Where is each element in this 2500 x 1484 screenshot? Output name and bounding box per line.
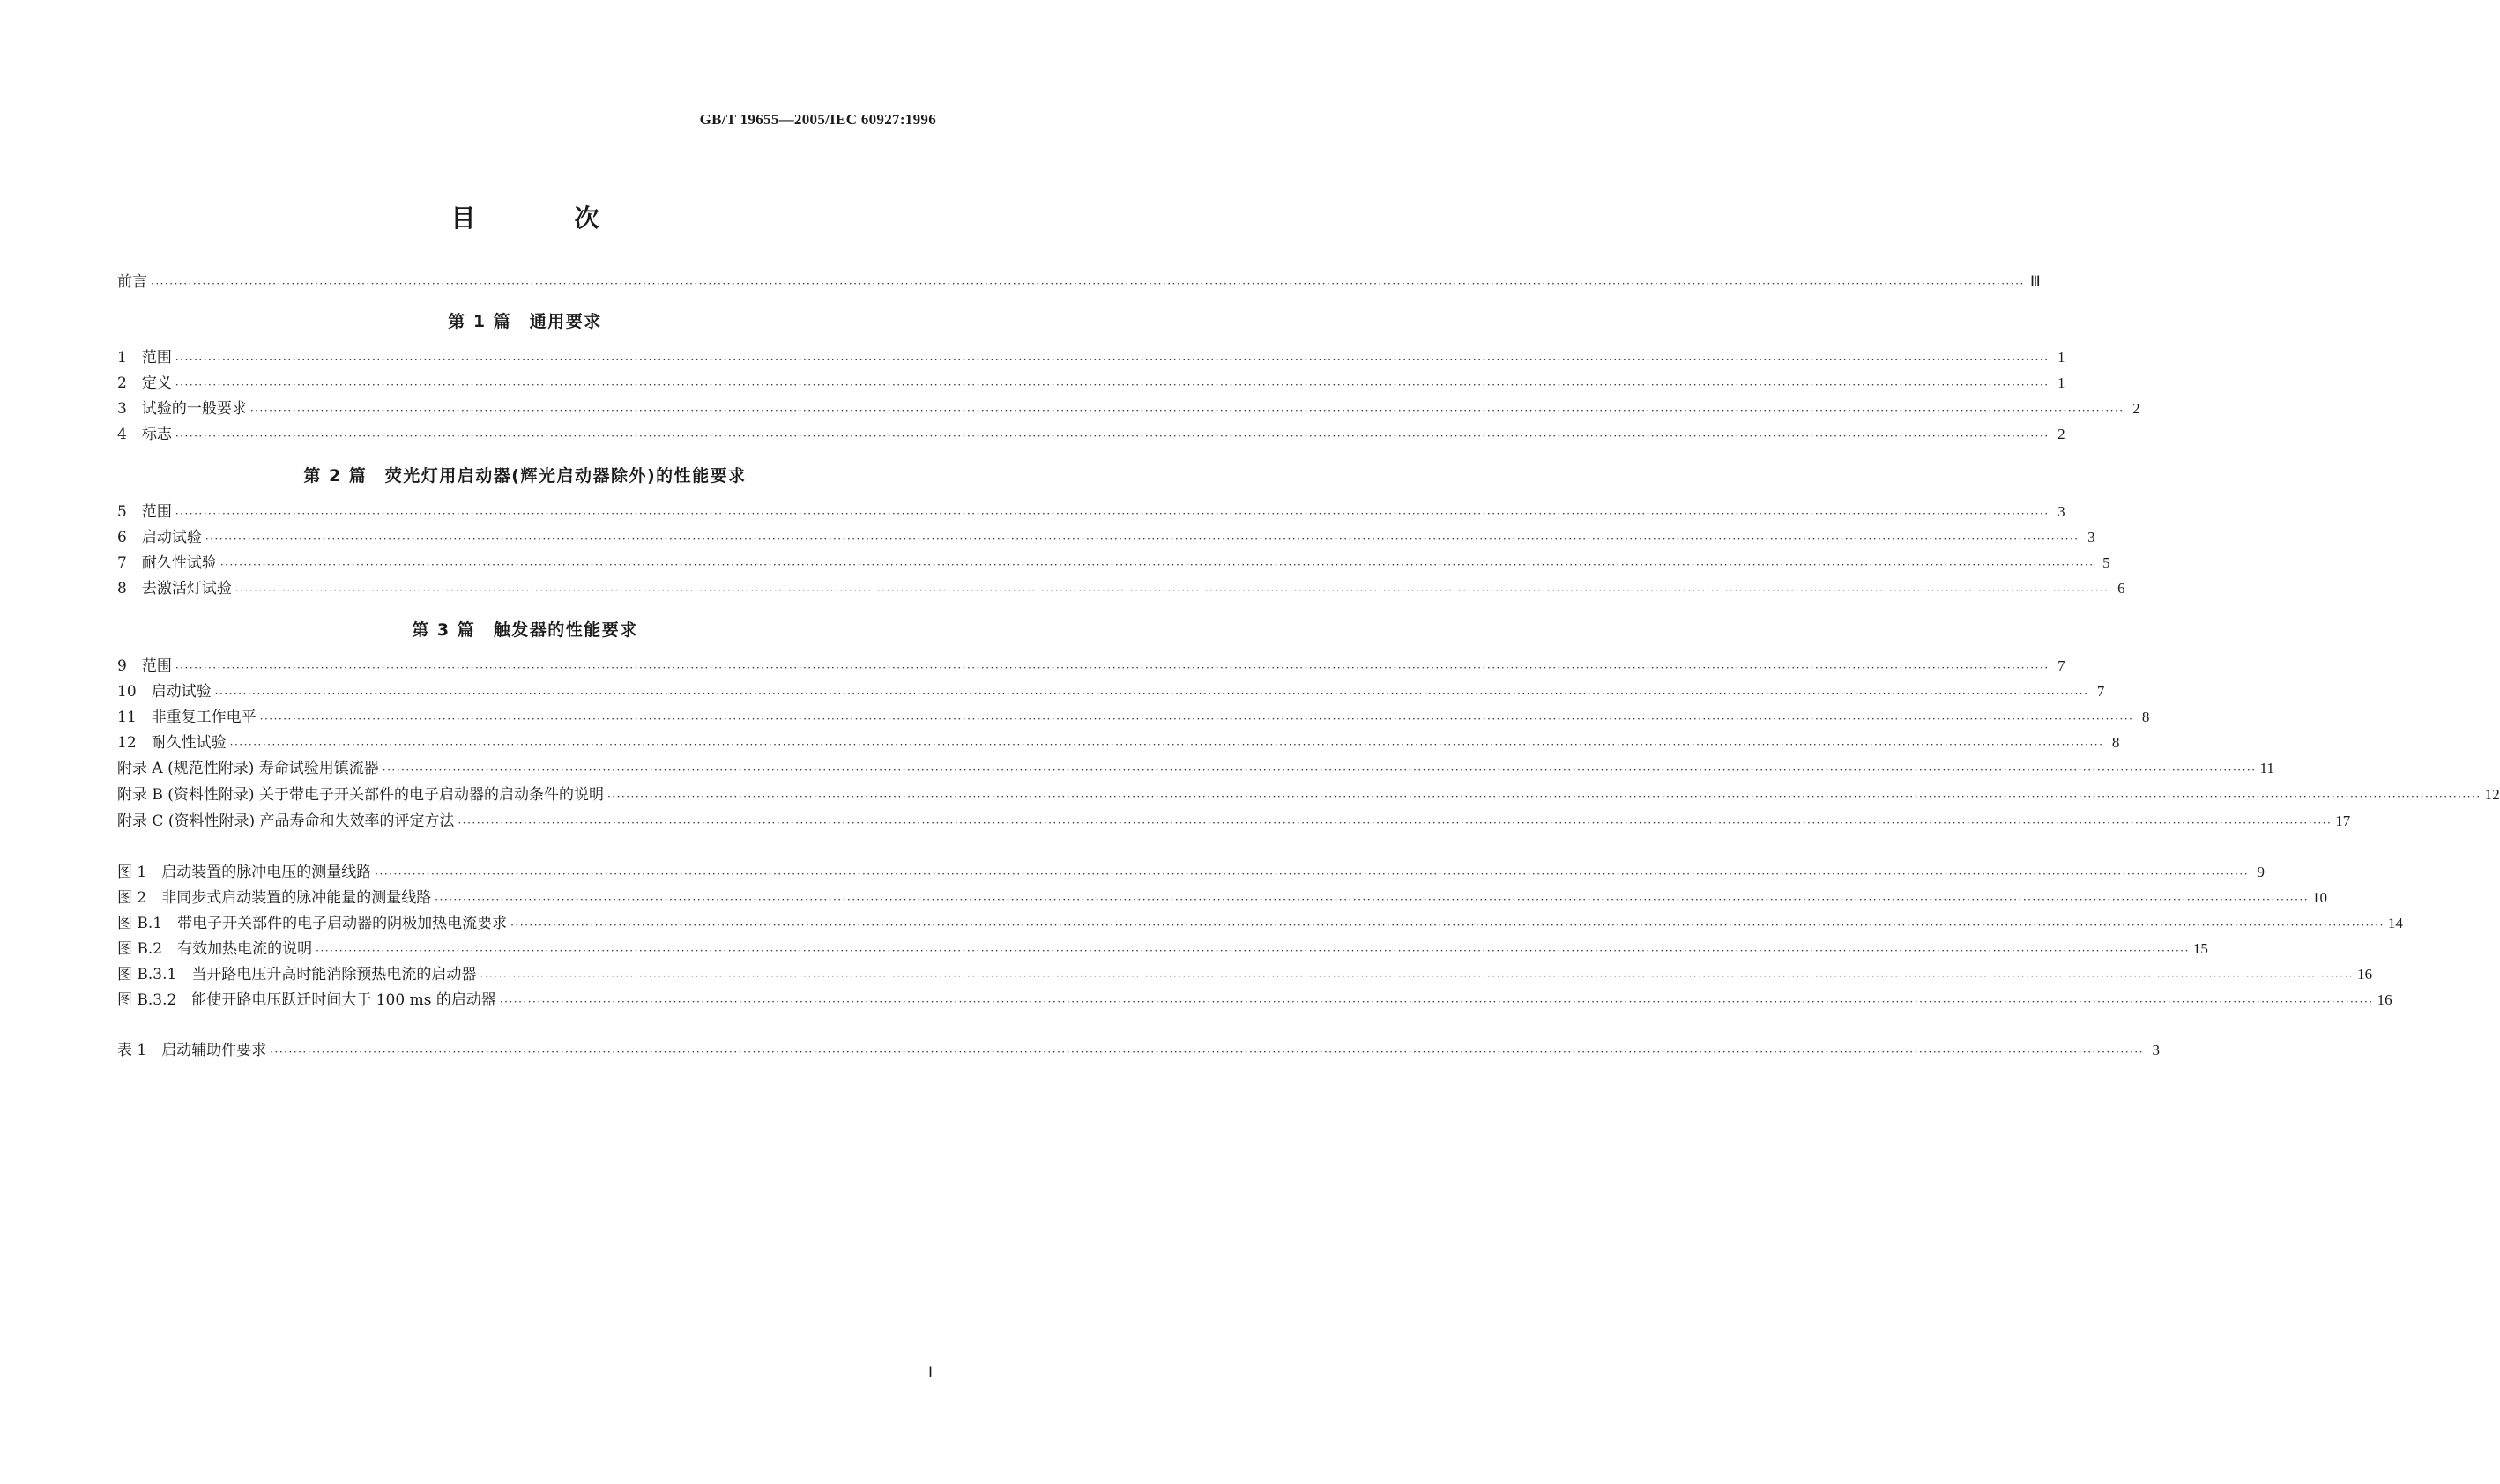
dot-leader: ················································································································································································································································································································································································································ xyxy=(606,790,2481,803)
toc-entry[interactable] xyxy=(117,553,2110,574)
dot-leader: ················································································································································································································································································································································································································ xyxy=(219,559,2094,571)
standard-code: GB/T 19655—2005/IEC 60927:1996 xyxy=(699,111,936,128)
dot-leader: ················································································································································································································································································································································································································ xyxy=(259,713,2134,725)
toc-entry-page: 9 xyxy=(2257,864,2266,880)
toc-entry-page: 14 xyxy=(2387,915,2403,931)
toc-entry-label: 图 B.1 带电子开关部件的电子启动器的阴极加热电流要求 xyxy=(117,915,508,932)
document-title: 目 次 xyxy=(450,204,636,233)
toc-entry-page: 6 xyxy=(2117,580,2125,597)
toc-entry-page: 7 xyxy=(2057,657,2065,674)
toc-entry-label: 附录 B (资料性附录) 关于带电子开关部件的电子启动器的启动条件的说明 xyxy=(117,786,604,804)
dot-leader: ················································································································································································································································································································································································································ xyxy=(151,278,2025,290)
toc-entry-page: 15 xyxy=(2192,940,2208,957)
toc-entry[interactable] xyxy=(117,681,2105,702)
dot-leader: ················································································································································································································································································································································································································ xyxy=(382,764,2257,776)
dot-leader: ················································································································································································································································································································································································································ xyxy=(510,919,2385,931)
dot-leader: ················································································································································································································································································································································································································ xyxy=(175,430,2050,442)
toc-entry-page: 17 xyxy=(2335,812,2351,829)
toc-table-entry[interactable] xyxy=(117,1040,2161,1061)
toc-entry[interactable] xyxy=(117,578,2125,599)
toc-entry-label: 5 范围 xyxy=(117,503,172,521)
dot-leader: ················································································································································································································································································································································································································ xyxy=(234,584,2109,597)
toc-annex-entry[interactable] xyxy=(117,784,2500,805)
toc-entry-label: 12 耐久性试验 xyxy=(117,734,227,752)
toc-entry[interactable] xyxy=(117,347,2065,368)
toc-entry-label: 附录 C (资料性附录) 产品寿命和失效率的评定方法 xyxy=(117,812,455,830)
toc-entry-foreword[interactable] xyxy=(117,271,2041,293)
dot-leader: ················································································································································································································································································································································································································ xyxy=(435,894,2310,906)
toc-entry-page: 16 xyxy=(2357,966,2373,983)
toc-figure-entry[interactable] xyxy=(117,862,2266,883)
toc-entry-label: 10 启动试验 xyxy=(117,683,212,701)
page-number: Ⅰ xyxy=(927,1364,933,1381)
toc-entry[interactable] xyxy=(117,501,2065,523)
toc-figure-entry[interactable] xyxy=(117,913,2403,934)
toc-entry-page: 8 xyxy=(2141,709,2150,725)
toc-entry-label: 6 启动试验 xyxy=(117,529,202,546)
dot-leader: ················································································································································································································································································································································································································ xyxy=(175,353,2050,366)
toc-entry[interactable] xyxy=(117,732,2120,753)
toc-entry-label: 图 1 启动装置的脉冲电压的测量线路 xyxy=(117,864,372,881)
toc-entry-page: 3 xyxy=(2087,529,2095,545)
toc-entry[interactable] xyxy=(117,373,2065,394)
toc-entry-label: 图 B.3.2 能使开路电压跃迁时间大于 100 ms 的启动器 xyxy=(117,991,496,1009)
toc-entry-label: 4 标志 xyxy=(117,426,172,443)
dot-leader: ················································································································································································································································································································································································································ xyxy=(229,738,2104,751)
toc-entry[interactable] xyxy=(117,398,2140,419)
dot-leader: ················································································································································································································································································································································································································ xyxy=(270,1046,2145,1058)
toc-entry-page: 8 xyxy=(2111,734,2120,751)
toc-entry-label: 图 B.3.1 当开路电压升高时能消除预热电流的启动器 xyxy=(117,966,477,983)
toc-entry-label: 11 非重复工作电平 xyxy=(117,709,257,726)
toc-entry-page: 2 xyxy=(2057,426,2065,442)
dot-leader: ················································································································································································································································································································································································································ xyxy=(458,817,2333,829)
toc-entry-label: 8 去激活灯试验 xyxy=(117,580,232,597)
dot-leader: ················································································································································································································································································································································································································ xyxy=(175,379,2050,391)
part3-heading: 第 3 篇 触发器的性能要求 xyxy=(412,620,638,640)
toc-entry-page: 10 xyxy=(2312,889,2328,906)
toc-entry-page: Ⅲ xyxy=(2030,273,2041,290)
toc-annex-entry[interactable] xyxy=(117,811,2351,832)
toc-entry-label: 3 试验的一般要求 xyxy=(117,400,247,418)
toc-entry-page: 1 xyxy=(2057,349,2065,366)
toc-entry-label: 图 2 非同步式启动装置的脉冲能量的测量线路 xyxy=(117,889,432,907)
dot-leader: ················································································································································································································································································································································································································ xyxy=(214,687,2089,700)
dot-leader: ················································································································································································································································································································································································································ xyxy=(205,533,2080,545)
dot-leader: ················································································································································································································································································································································································································ xyxy=(499,996,2374,1008)
toc-entry-label: 1 范围 xyxy=(117,349,172,367)
toc-entry-label: 附录 A (规范性附录) 寿命试验用镇流器 xyxy=(117,760,379,777)
toc-entry-page: 16 xyxy=(2377,991,2392,1008)
toc-entry-label: 前言 xyxy=(117,273,147,291)
toc-entry[interactable] xyxy=(117,707,2150,728)
toc-figure-entry[interactable] xyxy=(117,887,2328,909)
toc-entry-page: 7 xyxy=(2096,683,2105,700)
part2-heading: 第 2 篇 荧光灯用启动器(辉光启动器除外)的性能要求 xyxy=(303,466,747,486)
dot-leader: ················································································································································································································································································································································································································ xyxy=(249,404,2124,417)
toc-entry[interactable] xyxy=(117,424,2065,445)
toc-entry-page: 1 xyxy=(2057,375,2065,391)
toc-entry-label: 2 定义 xyxy=(117,375,172,392)
toc-entry-label: 9 范围 xyxy=(117,657,172,675)
toc-entry[interactable] xyxy=(117,527,2095,548)
toc-figure-entry[interactable] xyxy=(117,964,2373,985)
toc-entry-page: 2 xyxy=(2132,400,2140,417)
dot-leader: ················································································································································································································································································································································································································ xyxy=(316,945,2190,957)
toc-entry-label: 表 1 启动辅助件要求 xyxy=(117,1042,267,1059)
dot-leader: ················································································································································································································································································································································································································ xyxy=(175,662,2050,674)
toc-figure-entry[interactable] xyxy=(117,939,2208,960)
toc-entry-page: 3 xyxy=(2057,503,2065,520)
toc-entry-page: 5 xyxy=(2102,554,2110,571)
toc-entry-page: 12 xyxy=(2484,786,2500,803)
toc-entry-label: 7 耐久性试验 xyxy=(117,554,217,572)
toc-annex-entry[interactable] xyxy=(117,758,2274,779)
toc-entry-label: 图 B.2 有效加热电流的说明 xyxy=(117,940,313,958)
dot-leader: ················································································································································································································································································································································································································ xyxy=(480,970,2355,983)
toc-entry[interactable] xyxy=(117,656,2065,677)
part1-heading: 第 1 篇 通用要求 xyxy=(448,312,602,331)
toc-figure-entry[interactable] xyxy=(117,990,2392,1011)
toc-entry-page: 3 xyxy=(2152,1042,2161,1058)
toc-entry-page: 11 xyxy=(2259,760,2274,776)
dot-leader: ················································································································································································································································································································································································································ xyxy=(375,868,2250,880)
dot-leader: ················································································································································································································································································································································································································ xyxy=(175,508,2050,520)
